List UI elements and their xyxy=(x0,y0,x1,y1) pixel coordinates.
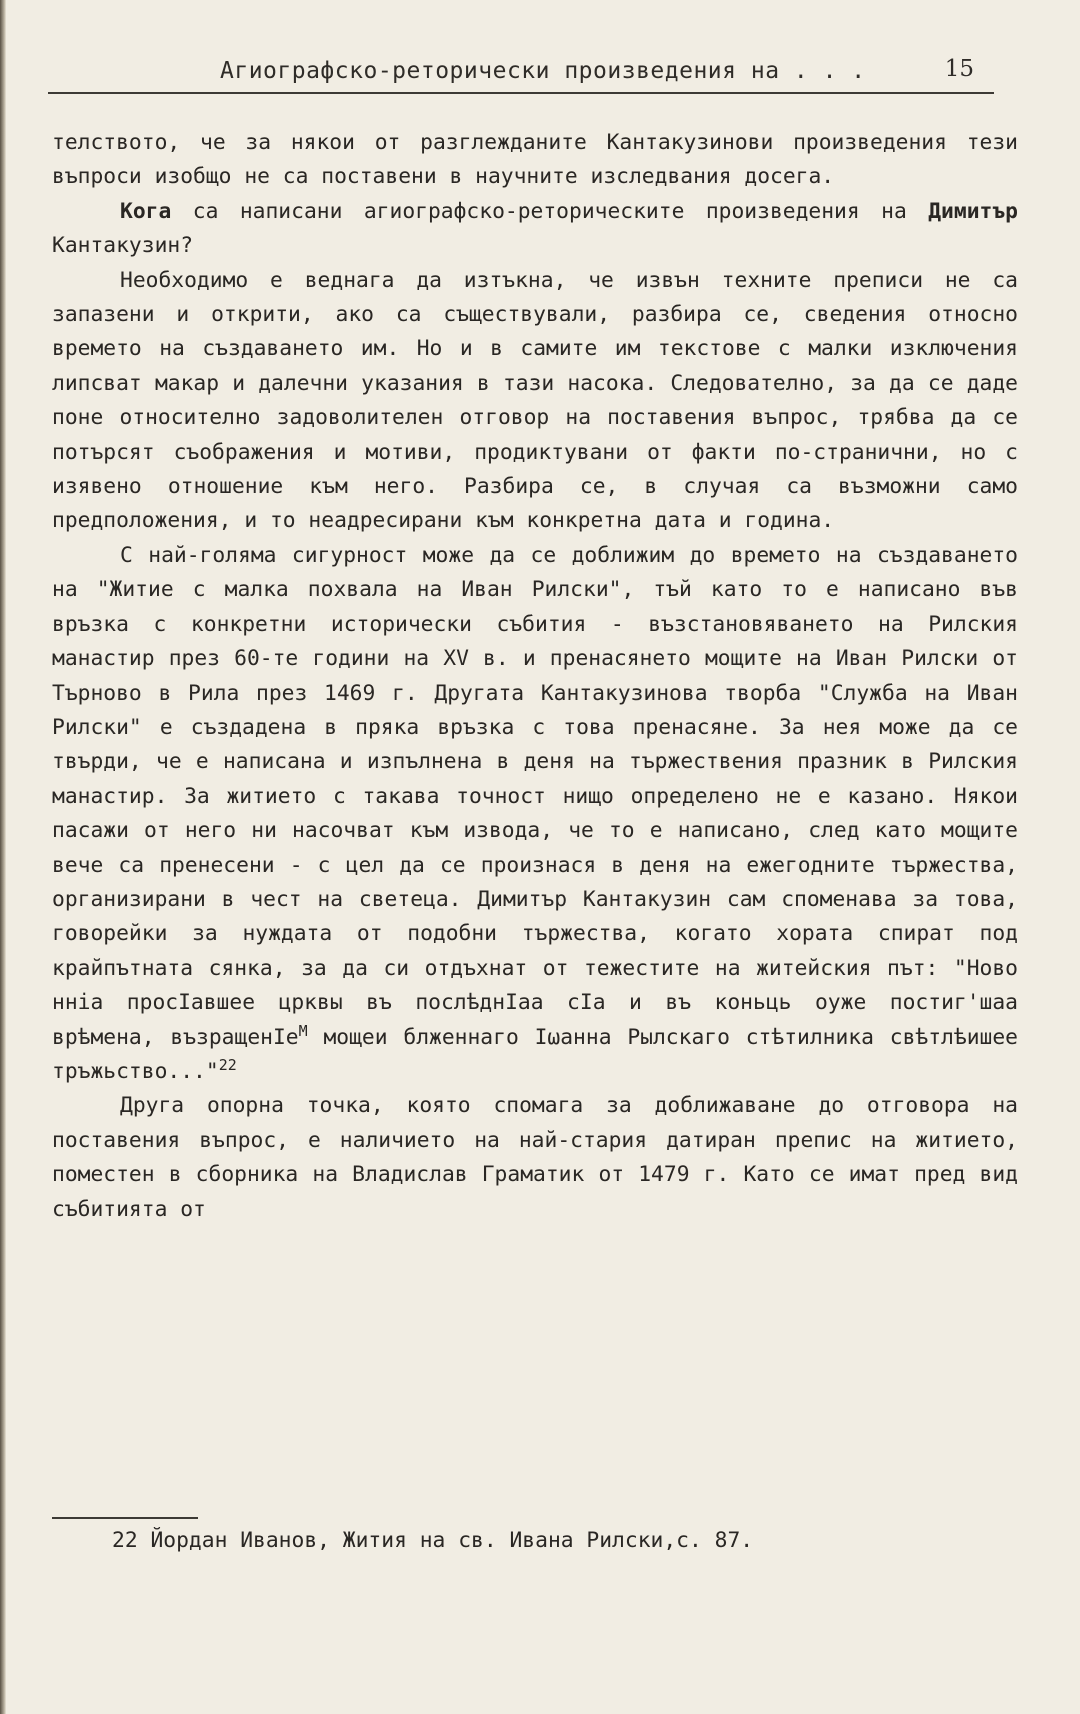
paragraph-1: телството, че за някои от разглежданите Кантакузинови произведения тези въпроси изобщо не са поставени в научните изследвания досега. xyxy=(52,130,1018,190)
paragraph-4-continued: мощеи блженнаго Іωанна Рылскаго стѣтилника свѣтлѣишее тръжьство..." xyxy=(52,1024,1018,1084)
paragraph-3: Необходимо е веднага да изтъкна, че извън техните преписи не са запазени и открити, ако са съществували, разбира се, сведения относно времето на създаването им. Но и в самите им текстове с малки изключения липсват макар и далечни указания в тази насока. Следователно, за да се даде поне относително задоволителен отговор на поставения въпрос, трябва да се потърсят съображения и мотиви, продиктувани от факти по-странични, но с изявено отношение към него. Разбира се, в случая са възможни само предположения, и то неадресирани към конкретна дата и година. xyxy=(52,267,1018,534)
paragraph-5: Друга опорна точка, която спомага за доближаване до отговора на поставения въпрос, е наличието на най-стария датиран препис на житието, поместен в сборника на Владислав Граматик от 1479 г. Като се имат пред вид събитията от xyxy=(52,1093,1018,1222)
paragraph-2-text: са написани агиографско-реторическите произведения на xyxy=(171,198,929,224)
binding-edge xyxy=(0,0,6,1714)
paragraph-4-text: С най-голяма сигурност може да се доближим до времето на създаването на "Житие с малка похвала на Иван Рилски", тъй като то е написано във връзка с конкретни исторически събития - възстановяването на Рилския манастир през 60-те години на XV в. и пренасянето мощите на Иван Рилски от Търново в Рила през 1469 г. Другата Кантакузинова творба "Служба на Иван Рилски" е създадена в пряка връзка с това пренасяне. За нея може да се твърди, че е написана и изпълнена в деня на тържествения празник в Рилския манастир. За житието с такава точност нищо определено не е казано. Някои пасажи от него ни насочват към извода, че то е написано, след като мощите вече са пренесени - с цел да се произнася в деня на ежегодните тържества, организирани в чест на светеца. Димитър Кантакузин сам споменава за това, говорейки за нуждата от подобни тържества, когато хората спират под крайпътната сянка, за да си отдъхнат от тежестите на житейския път: "Ново нніа просІавшее црквы въ послѣднІаа сІа и въ коньць оуже постиг'шаа врѣмена, възращенІе xyxy=(52,542,1018,1050)
paragraph-2-bold: Кога xyxy=(120,198,172,224)
paragraph-2-name: Димитър xyxy=(928,198,1018,224)
page-header xyxy=(48,56,994,94)
page-number: 15 xyxy=(944,56,974,82)
paragraph-2 xyxy=(52,195,1018,264)
paragraph-4 xyxy=(52,539,1018,1090)
body-text xyxy=(52,126,1018,1227)
footnote-22: 22 Йордан Иванов, Жития на св. Ивана Рилски,с. 87. xyxy=(112,1528,754,1553)
paragraph-2-end: Кантакузин? xyxy=(52,233,194,259)
footnote-divider xyxy=(52,1517,198,1519)
running-head: Агиографско-реторически произведения на . . . xyxy=(220,58,866,84)
footnote-ref-22: 22 xyxy=(218,1055,237,1074)
paragraph-4-sup-m: М xyxy=(298,1021,308,1040)
